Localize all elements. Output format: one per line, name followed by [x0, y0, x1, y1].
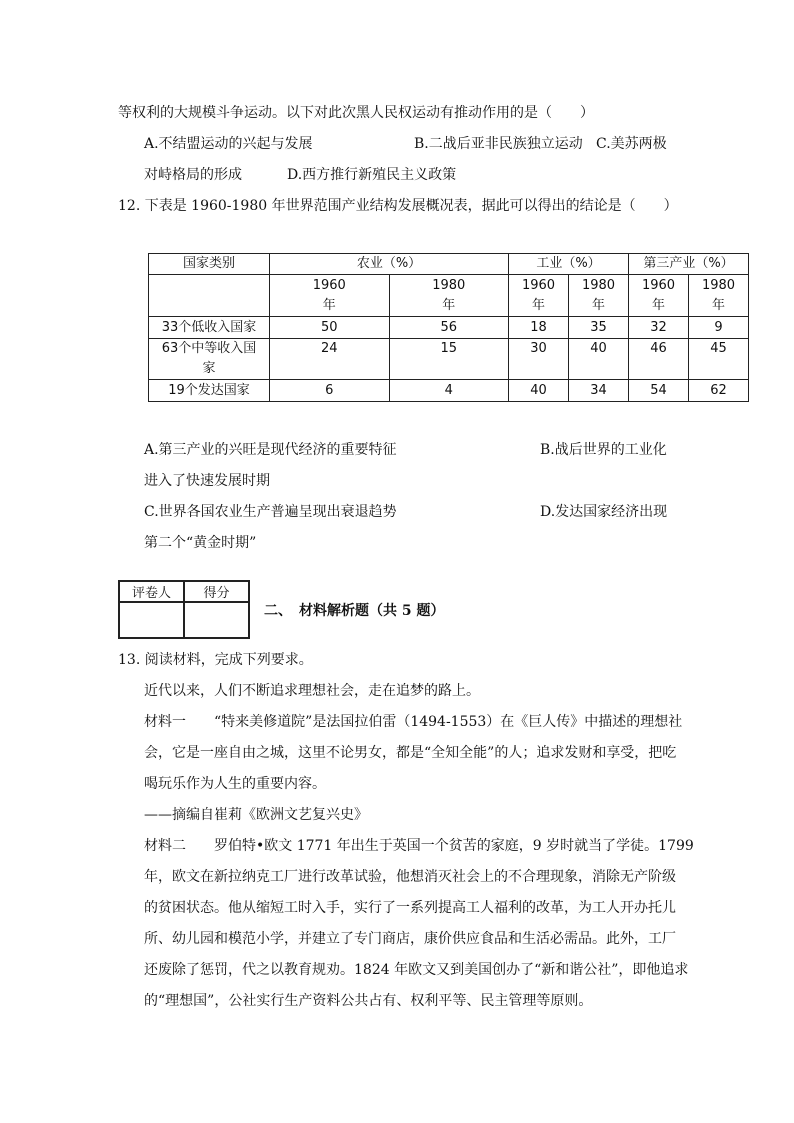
table-year-cell: 1980 年	[389, 275, 509, 317]
q11-stem-tail: 等权利的大规模斗争运动。以下对此次黑人民权运动有推动作用的是（ ）	[118, 105, 594, 121]
table-cell-empty	[149, 275, 270, 317]
material-two-line: 年，欧文在新拉纳克工厂进行改革试验，他想消灭社会上的不合理现象，消除无产阶级	[144, 869, 676, 885]
table-cell: 6	[270, 380, 390, 402]
table-year-cell: 1980 年	[689, 275, 749, 317]
table-header-tertiary: 第三产业（%）	[629, 254, 749, 275]
table-year-cell: 1960 年	[270, 275, 390, 317]
material-one-line: 喝玩乐作为人生的重要内容。	[144, 776, 326, 792]
table-cell: 46	[629, 339, 689, 380]
table-cell: 40	[569, 339, 629, 380]
table-year-cell: 1980 年	[569, 275, 629, 317]
q11-option-c-start: C.美苏两极	[596, 136, 667, 152]
q11-option-b: B.二战后亚非民族独立运动	[414, 136, 583, 152]
table-cell: 4	[389, 380, 509, 402]
industry-structure-table	[148, 253, 749, 402]
grading-box	[118, 580, 250, 639]
material-one-source: ——摘编自崔莉《欧洲文艺复兴史》	[144, 807, 368, 823]
q12-option-a: A.第三产业的兴旺是现代经济的重要特征	[144, 442, 397, 458]
table-cell: 45	[689, 339, 749, 380]
score-label: 得分	[184, 581, 249, 602]
row-label: 63个中等收入国 家	[149, 339, 270, 380]
q12-option-b-start: B.战后世界的工业化	[540, 442, 667, 458]
table-cell: 54	[629, 380, 689, 402]
q12-option-b-end: 进入了快速发展时期	[144, 473, 270, 489]
table-cell: 15	[389, 339, 509, 380]
table-header-agriculture: 农业（%）	[270, 254, 509, 275]
material-two-line: 还废除了惩罚，代之以教育规劝。1824 年欧文又到美国创办了“新和谐公社”，即他追求	[144, 962, 689, 978]
q12-option-d-end: 第二个“黄金时期”	[144, 535, 257, 551]
table-year-cell: 1960 年	[509, 275, 569, 317]
material-one-line: 材料一 “特来美修道院”是法国拉伯雷（1494-1553）在《巨人传》中描述的理想社	[144, 714, 683, 730]
row-label: 19个发达国家	[149, 380, 270, 402]
table-cell: 40	[509, 380, 569, 402]
section-title: 二、 材料解析题（共 5 题）	[264, 603, 445, 619]
q12-option-c: C.世界各国农业生产普遍呈现出衰退趋势	[144, 504, 397, 520]
grader-field[interactable]	[119, 602, 184, 638]
q12-stem: 12. 下表是 1960-1980 年世界范围产业结构发展概况表，据此可以得出的结论是（ ）	[118, 198, 678, 214]
table-cell: 50	[270, 317, 390, 339]
material-one-line: 会，它是一座自由之城，这里不论男女，都是“全知全能”的人；追求发财和享受，把吃	[144, 745, 677, 761]
q12-option-d-start: D.发达国家经济出现	[540, 504, 668, 520]
table-row	[149, 339, 749, 380]
table-header-industry: 工业（%）	[509, 254, 629, 275]
table-row	[149, 380, 749, 402]
material-two-line: 的“理想国”，公社实行生产资料公共占有、权利平等、民主管理等原则。	[144, 993, 593, 1009]
table-header-country: 国家类别	[149, 254, 270, 275]
table-year-cell: 1960 年	[629, 275, 689, 317]
q11-option-a: A.不结盟运动的兴起与发展	[144, 136, 313, 152]
q11-option-c-end: 对峙格局的形成	[144, 167, 242, 183]
table-cell: 18	[509, 317, 569, 339]
table-cell: 62	[689, 380, 749, 402]
material-two-line: 材料二 罗伯特•欧文 1771 年出生于英国一个贫苦的家庭，9 岁时就当了学徒。1799	[144, 838, 694, 854]
q13-intro: 近代以来，人们不断追求理想社会，走在追梦的路上。	[144, 683, 480, 699]
table-cell: 30	[509, 339, 569, 380]
table-cell: 35	[569, 317, 629, 339]
table-cell: 9	[689, 317, 749, 339]
q11-option-d: D.西方推行新殖民主义政策	[287, 167, 457, 183]
grader-label: 评卷人	[119, 581, 184, 602]
table-row	[149, 317, 749, 339]
table-cell: 56	[389, 317, 509, 339]
row-label: 33个低收入国家	[149, 317, 270, 339]
table-cell: 34	[569, 380, 629, 402]
table-cell: 24	[270, 339, 390, 380]
score-field[interactable]	[184, 602, 249, 638]
material-two-line: 的贫困状态。他从缩短工时入手，实行了一系列提高工人福利的改革，为工人开办托儿	[144, 900, 676, 916]
q13-stem: 13. 阅读材料，完成下列要求。	[118, 652, 313, 668]
table-cell: 32	[629, 317, 689, 339]
material-two-line: 所、幼儿园和模范小学，并建立了专门商店，康价供应食品和生活必需品。此外，工厂	[144, 931, 676, 947]
